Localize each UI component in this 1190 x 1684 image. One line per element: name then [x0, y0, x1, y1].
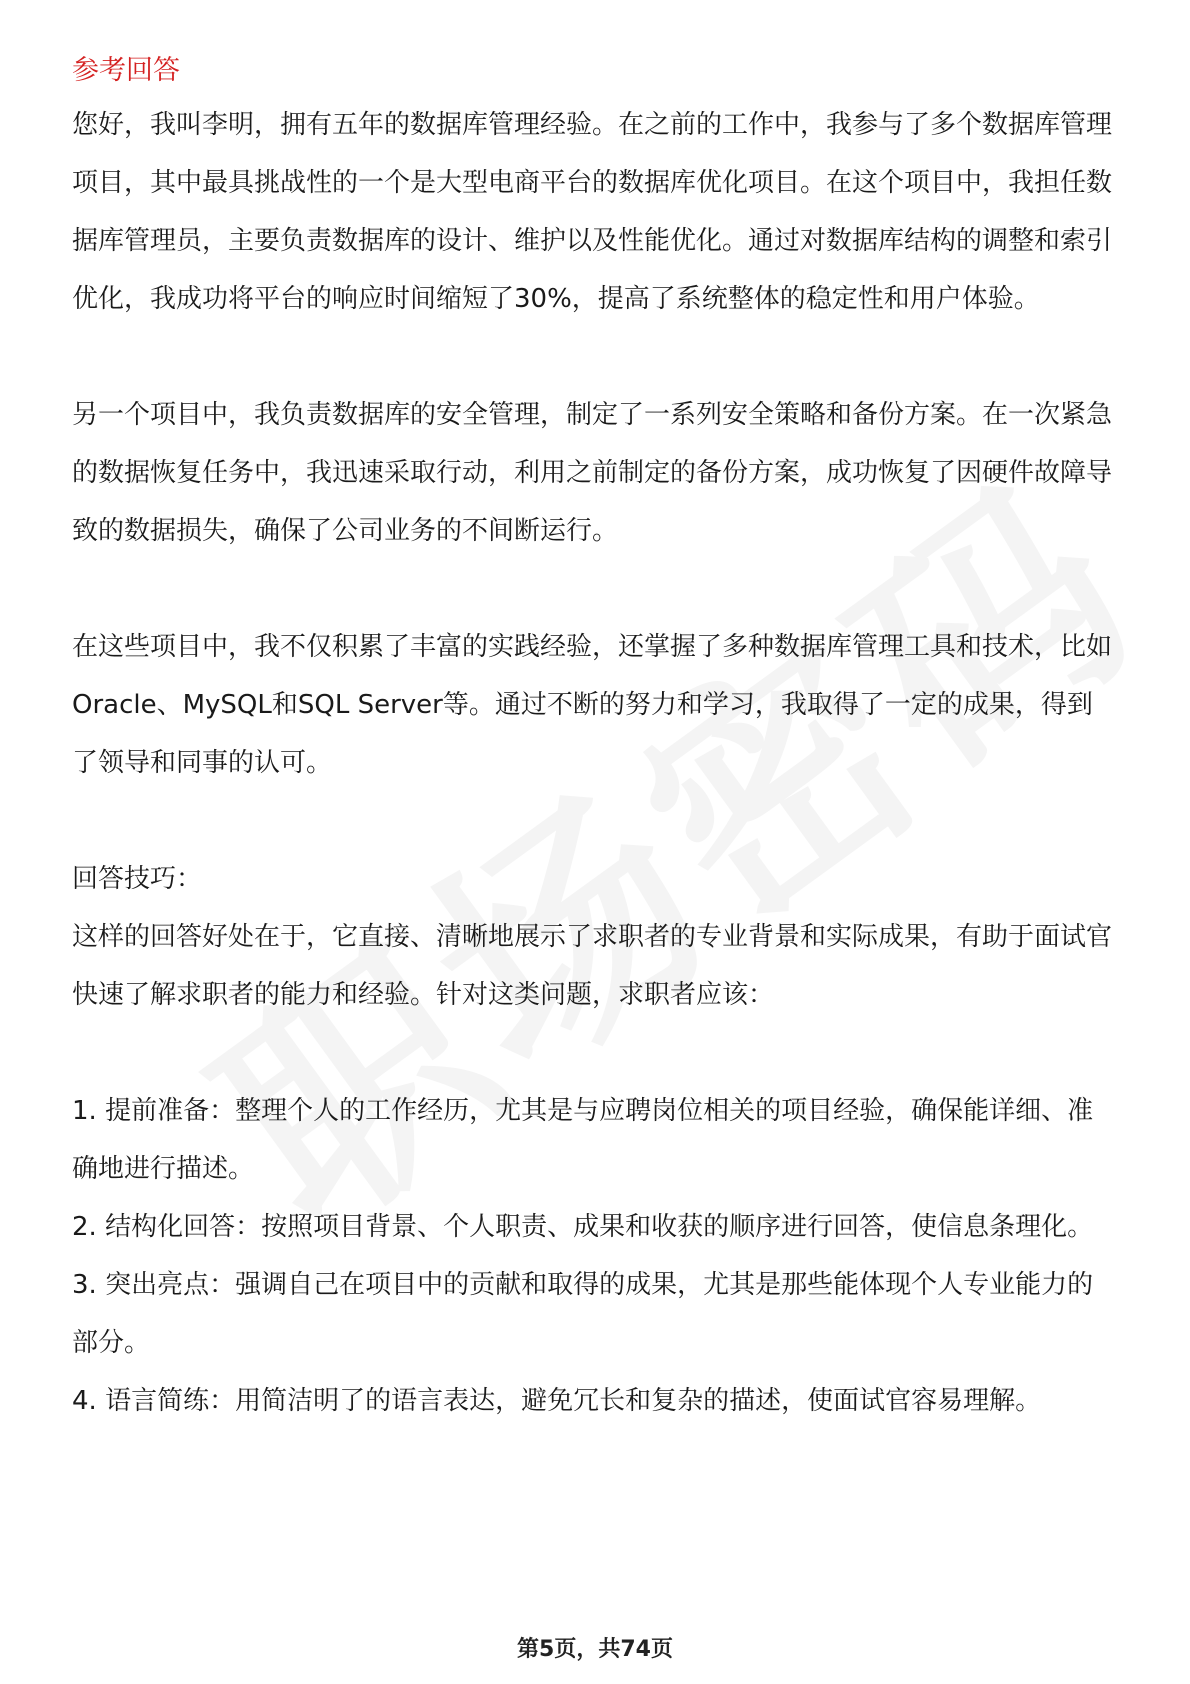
tip-item-3: 3. 突出亮点：强调自己在项目中的贡献和取得的成果，尤其是那些能体现个人专业能力的部分。: [72, 1270, 1094, 1358]
tip-item-1: 1. 提前准备：整理个人的工作经历，尤其是与应聘岗位相关的项目经验，确保能详细、准确地进行描述。: [72, 1096, 1094, 1184]
section-heading: 参考回答: [72, 55, 180, 86]
answer-paragraph-1: 您好，我叫李明，拥有五年的数据库管理经验。在之前的工作中，我参与了多个数据库管理项目，其中最具挑战性的一个是大型电商平台的数据库优化项目。在这个项目中，我担任数据库管理员，主要负责数据库的设计、维护以及性能优化。通过对数据库结构的调整和索引优化，我成功将平台的响应时间缩短了30%，提高了系统整体的稳定性和用户体验。: [72, 110, 1113, 314]
answer-paragraph-2: 另一个项目中，我负责数据库的安全管理，制定了一系列安全策略和备份方案。在一次紧急的数据恢复任务中，我迅速采取行动，利用之前制定的备份方案，成功恢复了因硬件故障导致的数据损失，确保了公司业务的不间断运行。: [72, 400, 1113, 546]
tips-heading: 回答技巧：: [72, 864, 203, 894]
tip-item-2: 2. 结构化回答：按照项目背景、个人职责、成果和收获的顺序进行回答，使信息条理化。: [72, 1212, 1094, 1242]
page-number: 第5页，共74页: [517, 1637, 673, 1662]
tips-intro: 这样的回答好处在于，它直接、清晰地展示了求职者的专业背景和实际成果，有助于面试官快速了解求职者的能力和经验。针对这类问题，求职者应该：: [72, 922, 1113, 1010]
answer-paragraph-3: 在这些项目中，我不仅积累了丰富的实践经验，还掌握了多种数据库管理工具和技术，比如Oracle、MySQL和SQL Server等。通过不断的努力和学习，我取得了一定的成果，得到了领导和同事的认可。: [72, 632, 1113, 778]
tip-item-4: 4. 语言简练：用简洁明了的语言表达，避免冗长和复杂的描述，使面试官容易理解。: [72, 1386, 1042, 1416]
page-content: [72, 46, 1118, 1430]
